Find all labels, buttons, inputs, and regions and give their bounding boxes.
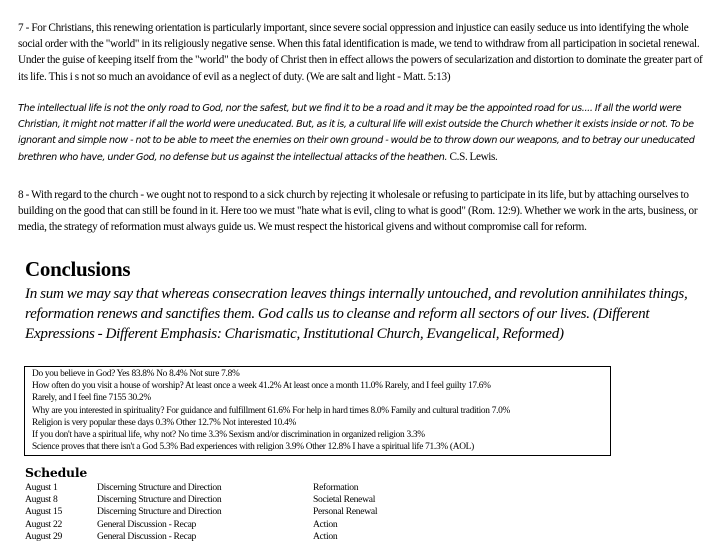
conclusions-heading: Conclusions <box>25 257 131 281</box>
schedule-topic: Discerning Structure and Direction <box>97 494 222 506</box>
schedule-date: August 8 <box>25 494 58 506</box>
survey-line: Do you believe in God? Yes 83.8% No 8.4% Not sure 7.8% <box>32 369 240 379</box>
cs-lewis-quote <box>18 101 718 166</box>
schedule-date: August 15 <box>25 506 63 518</box>
survey-line: How often do you visit a house of worship? At least once a week 41.2% At least once a month 11.0% Rarely, and I feel guilty 17.6% <box>32 381 491 392</box>
point-8-paragraph: 8 - With regard to the church - we ought not to respond to a sick church by rejecting it wholesale or refusing to participate in its life, but by attaching ourselves to building on the good that can still be found in it. Here too we must "hate what is evil, cling to what is good" (Rom. 12:9). Whether we work in the arts, business, or media, the strategy of reformation must always guide us. We must respect the historical givens and without compromise call for reform. <box>18 189 698 234</box>
schedule-theme: Action <box>313 518 338 530</box>
quote-author: C.S. Lewis. <box>449 151 498 164</box>
schedule-topic: Discerning Structure and Direction <box>97 506 222 518</box>
schedule-row <box>25 494 445 506</box>
schedule-table <box>25 482 445 543</box>
schedule-date: August 1 <box>25 482 58 493</box>
point-7-paragraph: 7 - For Christians, this renewing orientation is particularly important, since severe social oppression and injustice can easily seduce us into identifying the whole social order with the "world" in its religiously negative sense. When this fatal identification is made, we tend to withdraw from all participation in societal renewal. Under the guise of keeping itself from the "world" the body of Christ then in effect allows the powers of secularization and distortion to dominate the greater part of its life. This i s not so much an avoidance of evil as a neglect of duty. (We are salt and light - Matt. 5:13) <box>18 22 703 83</box>
schedule-row <box>25 531 445 543</box>
survey-line: If you don't have a spiritual life, why not? No time 3.3% Sexism and/or discrimination in organized religion 3.3% <box>32 430 425 441</box>
schedule-theme: Action <box>313 530 338 542</box>
schedule-heading: Schedule <box>25 465 88 480</box>
schedule-topic: Discerning Structure and Direction <box>97 482 222 493</box>
survey-line: Science proves that there isn't a God 5.3% Bad experiences with religion 3.9% Other 12.8% I have a spiritual life 71.3% (AOL) <box>32 442 474 453</box>
schedule-theme: Personal Renewal <box>313 506 378 518</box>
conclusions-text: In sum we may say that whereas consecration leaves things internally untouched, and revolution annihilates things, reformation renews and sanctifies them. God calls us to cleanse and reform all sectors of our lives. (Different Expressions - Different Emphasis: Charismatic, Institutional Church, Evangelical, Reformed) <box>25 286 688 342</box>
schedule-theme: Societal Renewal <box>313 494 376 506</box>
survey-line: Why are you interested in spirituality? For guidance and fulfillment 61.6% For help in hard times 8.0% Family and cultural tradition 7.0% <box>32 405 511 416</box>
schedule-topic: General Discussion - Recap <box>97 530 197 542</box>
schedule-date: August 29 <box>25 530 63 542</box>
schedule-row <box>25 519 445 531</box>
schedule-topic: General Discussion - Recap <box>97 518 197 530</box>
survey-line: Rarely, and I feel fine 7155 30.2% <box>32 393 151 404</box>
quote-text: The intellectual life is not the only road to God, nor the safest, but we find it to be a road and it may be the appointed road for us.... If all the world were Christian, it might not matter if all the world were uneducated. But, as it is, a cultural life will exist outside the Church whether it exists inside or not. To be ignorant and simple now - not to be able to meet the enemies on their own ground - would be to throw down our weapons, and to betray our uneducated brethren who have, under God, no defense but us against the intellectual attacks of the heathen. <box>18 103 695 164</box>
schedule-date: August 22 <box>25 518 63 530</box>
schedule-row <box>25 482 445 494</box>
schedule-theme: Reformation <box>313 482 359 493</box>
survey-results-box <box>24 366 611 456</box>
survey-line: Religion is very popular these days 0.3% Other 12.7% Not interested 10.4% <box>32 417 296 428</box>
schedule-row <box>25 506 445 518</box>
